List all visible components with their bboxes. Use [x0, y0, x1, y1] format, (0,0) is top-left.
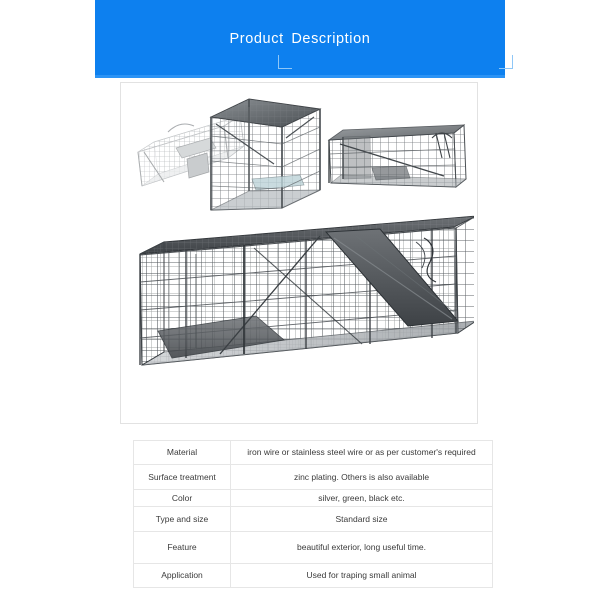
- corner-bracket-left-icon: [278, 55, 292, 69]
- spec-key: Material: [134, 441, 231, 465]
- spec-value: iron wire or stainless steel wire or as per customer's required: [231, 441, 493, 465]
- spec-value: beautiful exterior, long useful time.: [231, 532, 493, 564]
- table-row: [134, 507, 493, 532]
- table-row: [134, 564, 493, 588]
- corner-bracket-right-icon: [499, 55, 513, 69]
- spec-key: Application: [134, 564, 231, 588]
- specification-table: [133, 440, 493, 588]
- table-row: [134, 490, 493, 507]
- table-row: [134, 465, 493, 490]
- table-row: [134, 441, 493, 465]
- spec-value: Used for traping small animal: [231, 564, 493, 588]
- spec-value: Standard size: [231, 507, 493, 532]
- spec-key: Color: [134, 490, 231, 507]
- page-title: Product Description: [229, 31, 371, 47]
- spec-key: Surface treatment: [134, 465, 231, 490]
- banner-accent-strip: [95, 75, 505, 78]
- table-row: [134, 532, 493, 564]
- product-image-panel: [120, 82, 478, 424]
- spec-key: Type and size: [134, 507, 231, 532]
- product-image: [124, 86, 474, 420]
- spec-value: zinc plating. Others is also available: [231, 465, 493, 490]
- spec-value: silver, green, black etc.: [231, 490, 493, 507]
- product-description-banner: [95, 0, 505, 78]
- spec-key: Feature: [134, 532, 231, 564]
